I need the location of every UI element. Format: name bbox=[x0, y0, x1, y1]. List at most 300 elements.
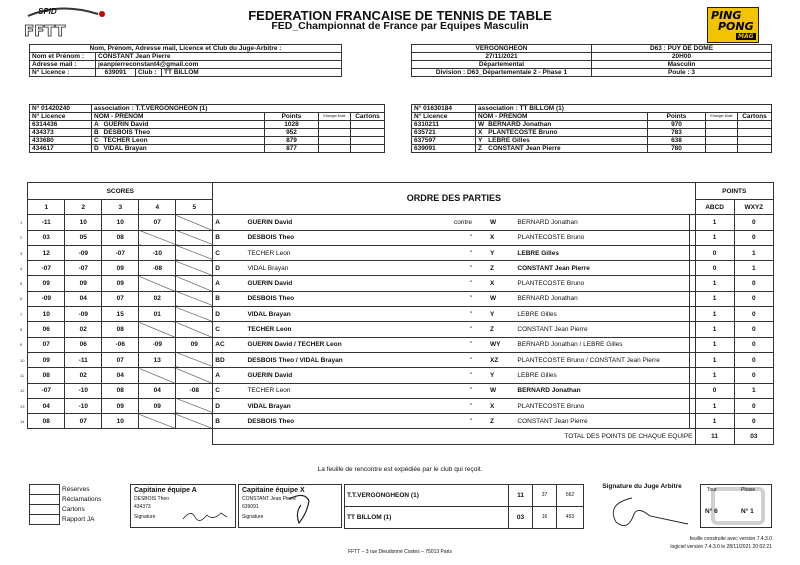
svg-text:FFTT: FFTT bbox=[24, 22, 66, 40]
result-wxyz: 0 bbox=[734, 215, 773, 230]
player-name: LEBRE Gilles bbox=[486, 137, 647, 145]
game-row bbox=[18, 261, 774, 276]
set-score[interactable]: -07 bbox=[102, 245, 139, 260]
set-score[interactable]: 07 bbox=[28, 337, 65, 352]
versus-label: " bbox=[409, 245, 474, 260]
game-row bbox=[18, 337, 774, 352]
pong-text: PONG bbox=[718, 20, 754, 33]
set-score[interactable] bbox=[176, 215, 213, 230]
team-a-letter: D bbox=[213, 398, 246, 413]
versus-label: " bbox=[409, 276, 474, 291]
set-score[interactable]: -09 bbox=[28, 291, 65, 306]
game-number: 1 bbox=[20, 219, 23, 225]
result-abcd: 1 bbox=[695, 291, 734, 306]
team-a-player: DESBOIS Theo bbox=[245, 230, 408, 245]
set-score[interactable]: 08 bbox=[28, 414, 65, 429]
versus-label: " bbox=[409, 352, 474, 367]
ja-signature bbox=[602, 492, 692, 532]
team-x-row bbox=[412, 145, 772, 153]
player-letter: D bbox=[92, 145, 102, 153]
fftt-address: FFTT – 3 rue Dieudonné Costes – 75013 Paris bbox=[348, 549, 452, 555]
team-x-player: BERNARD Jonathan bbox=[515, 215, 689, 230]
team-x-player: PLANTECOSTE Bruno bbox=[515, 276, 689, 291]
result-abcd: 1 bbox=[695, 352, 734, 367]
cartons-box[interactable] bbox=[30, 505, 60, 515]
set-score[interactable]: 04 bbox=[102, 368, 139, 383]
team-a-letter: A bbox=[213, 215, 246, 230]
set-score[interactable]: 08 bbox=[102, 322, 139, 337]
versus-label: " bbox=[409, 291, 474, 306]
versus-label: " bbox=[409, 322, 474, 337]
set-score[interactable]: -10 bbox=[65, 383, 102, 398]
set-score[interactable] bbox=[176, 261, 213, 276]
team-x-letter: X bbox=[474, 398, 507, 413]
set-score[interactable]: 13 bbox=[139, 352, 176, 367]
set-score[interactable] bbox=[139, 414, 176, 429]
captain-x-title: Capitaine équipe X bbox=[242, 487, 305, 494]
set-score[interactable]: 09 bbox=[176, 337, 213, 352]
set-score[interactable]: 04 bbox=[139, 383, 176, 398]
set-score[interactable]: 01 bbox=[139, 307, 176, 322]
set-score[interactable] bbox=[176, 352, 213, 367]
game-number: 9 bbox=[20, 342, 23, 348]
team-a-player: VIDAL Brayan bbox=[245, 307, 408, 322]
player-licence: 6310211 bbox=[412, 121, 476, 129]
set-score[interactable]: -10 bbox=[65, 398, 102, 413]
result-wxyz: 0 bbox=[734, 352, 773, 367]
team-a-letter: C bbox=[213, 322, 246, 337]
team-a-row bbox=[30, 121, 385, 129]
set-score[interactable]: 10 bbox=[28, 307, 65, 322]
ja-signature-label: Signature du Juge Arbitre bbox=[602, 483, 682, 490]
referee-heading: Nom, Prénom, Adresse mail, Licence et Club du Juge-Arbitre : bbox=[30, 45, 342, 53]
set-score[interactable]: -07 bbox=[28, 261, 65, 276]
player-name: CONSTANT Jean Pierre bbox=[486, 145, 647, 153]
team-x-letter: XZ bbox=[474, 352, 507, 367]
result-abcd: 1 bbox=[695, 230, 734, 245]
department: D63 : PUY DE DOME bbox=[592, 45, 772, 53]
set-score[interactable]: -10 bbox=[139, 245, 176, 260]
match-time: 20H00 bbox=[592, 53, 772, 61]
team-x-row bbox=[412, 137, 772, 145]
team-x-letter: WY bbox=[474, 337, 507, 352]
set-score[interactable]: -08 bbox=[139, 261, 176, 276]
team-a-letter: D bbox=[213, 307, 246, 322]
set-score[interactable]: 07 bbox=[139, 215, 176, 230]
email-label: Adresse mail : bbox=[30, 61, 96, 69]
set-score[interactable]: -09 bbox=[65, 245, 102, 260]
set-score[interactable] bbox=[176, 245, 213, 260]
captain-x-name: CONSTANT Jean Pierre bbox=[242, 496, 296, 502]
team-x-row bbox=[412, 129, 772, 137]
team-a-player: GUERIN David bbox=[245, 276, 408, 291]
versus-label: " bbox=[409, 230, 474, 245]
licence-label: N° Licence : bbox=[30, 69, 96, 77]
player-licence: 433680 bbox=[30, 137, 92, 145]
team-a-player: VIDAL Brayan bbox=[245, 261, 408, 276]
player-points: 638 bbox=[648, 137, 706, 145]
player-points: 877 bbox=[265, 145, 319, 153]
result-abcd: 1 bbox=[695, 322, 734, 337]
set-score[interactable]: -07 bbox=[28, 383, 65, 398]
total-label: TOTAL DES POINTS DE CHAQUE EQUIPE bbox=[213, 429, 695, 444]
set-header: 1 bbox=[28, 200, 65, 215]
division: Division : D63_Départementale 2 - Phase 1 bbox=[412, 69, 592, 77]
col-licence: N° Licence bbox=[30, 113, 92, 121]
team-x-player: CONSTANT Jean Pierre bbox=[515, 414, 689, 429]
versus-label: contre bbox=[409, 215, 474, 230]
team-x-letter: W bbox=[474, 291, 507, 306]
team-x-table bbox=[411, 104, 772, 153]
set-score[interactable]: 08 bbox=[28, 368, 65, 383]
team-x-letter: Y bbox=[474, 368, 507, 383]
player-letter: C bbox=[92, 137, 102, 145]
pool: Poule : 3 bbox=[592, 69, 772, 77]
spid-label: SPID bbox=[38, 7, 57, 16]
player-name: BERNARD Jonathan bbox=[486, 121, 647, 129]
game-row bbox=[18, 215, 774, 230]
captain-a-signature-label: Signature bbox=[134, 514, 156, 520]
result-abcd: 1 bbox=[695, 215, 734, 230]
total-a: 11 bbox=[695, 429, 734, 444]
team-a-letter: A bbox=[213, 276, 246, 291]
player-licence: 434373 bbox=[30, 129, 92, 137]
set-score[interactable]: 02 bbox=[65, 322, 102, 337]
result-wxyz: 0 bbox=[734, 322, 773, 337]
game-number: 14 bbox=[20, 418, 25, 424]
col-cards: Cartons bbox=[351, 113, 385, 121]
result-wxyz: 1 bbox=[734, 261, 773, 276]
scores-header: SCORES bbox=[28, 183, 213, 200]
set-score[interactable]: -09 bbox=[139, 337, 176, 352]
team-a-letter: B bbox=[213, 414, 246, 429]
set-score[interactable]: 08 bbox=[102, 230, 139, 245]
set-score[interactable]: 10 bbox=[65, 215, 102, 230]
set-score[interactable] bbox=[139, 230, 176, 245]
result-wxyz: 1 bbox=[734, 245, 773, 260]
team-x-letter: Z bbox=[474, 261, 507, 276]
game-number: 7 bbox=[20, 311, 23, 317]
team-x-letter: Y bbox=[474, 245, 507, 260]
versus-label: " bbox=[409, 368, 474, 383]
set-score[interactable] bbox=[139, 368, 176, 383]
reserves-label: Réserves bbox=[62, 486, 90, 493]
result-wxyz: 0 bbox=[734, 230, 773, 245]
team-a-player: DESBOIS Theo bbox=[245, 291, 408, 306]
team-x-letter: W bbox=[474, 383, 507, 398]
set-score[interactable]: 09 bbox=[139, 398, 176, 413]
team-x-player: BERNARD Jonathan bbox=[515, 383, 689, 398]
team-a-letter: D bbox=[213, 261, 246, 276]
game-row bbox=[18, 383, 774, 398]
team-a-table bbox=[29, 104, 385, 153]
games-table bbox=[18, 182, 774, 445]
col-points: Points bbox=[265, 113, 319, 121]
page-subtitle: FED_Championnat de France par Equipes Masculin bbox=[271, 20, 529, 32]
game-number: 5 bbox=[20, 281, 23, 287]
game-number: 12 bbox=[20, 388, 25, 394]
game-number: 6 bbox=[20, 296, 23, 302]
reserves-box[interactable] bbox=[30, 485, 60, 495]
team-x-player: LEBRE Gilles bbox=[515, 245, 689, 260]
set-score[interactable]: 04 bbox=[65, 291, 102, 306]
set-score[interactable]: 10 bbox=[102, 414, 139, 429]
player-letter: X bbox=[476, 129, 487, 137]
match-level: Départemental bbox=[412, 61, 592, 69]
name-label: Nom et Prénom : bbox=[30, 53, 96, 61]
result-team-x: TT BILLOM (1) bbox=[345, 507, 509, 529]
phase-label: Phase bbox=[741, 487, 756, 493]
game-row bbox=[18, 276, 774, 291]
set-header: 3 bbox=[102, 200, 139, 215]
reclamations-box[interactable] bbox=[30, 495, 60, 505]
result-wxyz: 0 bbox=[734, 398, 773, 413]
col-foreign: Etranger Muté bbox=[319, 113, 351, 121]
captain-x-licence: 639091 bbox=[242, 504, 259, 510]
captain-x-box bbox=[238, 484, 342, 528]
player-name: TECHER Leon bbox=[102, 137, 265, 145]
player-licence: 639091 bbox=[412, 145, 476, 153]
match-date: 27/11/2021 bbox=[412, 53, 592, 61]
set-score[interactable]: 07 bbox=[102, 352, 139, 367]
result-table bbox=[344, 484, 584, 529]
game-row bbox=[18, 291, 774, 306]
player-letter: B bbox=[92, 129, 102, 137]
set-score[interactable]: 12 bbox=[28, 245, 65, 260]
set-score[interactable] bbox=[176, 322, 213, 337]
player-name: PLANTECOSTE Bruno bbox=[486, 129, 647, 137]
set-header: 5 bbox=[176, 200, 213, 215]
set-score[interactable]: 02 bbox=[65, 368, 102, 383]
result-abcd: 1 bbox=[695, 414, 734, 429]
ping-text: PING bbox=[711, 9, 742, 22]
set-header: 4 bbox=[139, 200, 176, 215]
set-score[interactable] bbox=[176, 398, 213, 413]
team-a-player: DESBOIS Theo bbox=[245, 414, 408, 429]
set-score[interactable] bbox=[139, 276, 176, 291]
set-score[interactable]: 02 bbox=[139, 291, 176, 306]
set-score[interactable]: 06 bbox=[65, 337, 102, 352]
set-score[interactable]: 06 bbox=[28, 322, 65, 337]
versus-label: " bbox=[409, 307, 474, 322]
set-header: 2 bbox=[65, 200, 102, 215]
result-wxyz: 0 bbox=[734, 276, 773, 291]
game-number: 8 bbox=[20, 327, 23, 333]
set-score[interactable]: 08 bbox=[102, 383, 139, 398]
set-score[interactable]: -09 bbox=[65, 307, 102, 322]
team-a-letter: A bbox=[213, 368, 246, 383]
cartons-label: Cartons bbox=[62, 506, 85, 513]
team-a-row bbox=[30, 137, 385, 145]
player-points: 952 bbox=[265, 129, 319, 137]
team-a-letter: C bbox=[213, 245, 246, 260]
set-score[interactable]: 07 bbox=[65, 414, 102, 429]
set-score[interactable] bbox=[176, 307, 213, 322]
col-licence: N° Licence bbox=[412, 113, 476, 121]
team-a-association: association : T.T.VERGONGHEON (1) bbox=[92, 105, 385, 113]
result-team-x-balls: 453 bbox=[557, 507, 584, 529]
tour-phase-box bbox=[700, 484, 772, 528]
team-x-letter: X bbox=[474, 230, 507, 245]
result-abcd: 1 bbox=[695, 398, 734, 413]
result-abcd: 1 bbox=[695, 307, 734, 322]
game-number: 4 bbox=[20, 265, 23, 271]
team-a-row bbox=[30, 145, 385, 153]
team-a-letter: AC bbox=[213, 337, 246, 352]
team-x-player: CONSTANT Jean Pierre bbox=[515, 261, 689, 276]
set-score[interactable]: 04 bbox=[28, 398, 65, 413]
col-points: Points bbox=[648, 113, 706, 121]
dispatch-note: La feuille de rencontre est expédiée par le club qui reçoit. bbox=[317, 466, 483, 473]
abcd-header: ABCD bbox=[695, 200, 734, 215]
set-score[interactable]: -07 bbox=[65, 261, 102, 276]
team-a-player: GUERIN David bbox=[245, 215, 408, 230]
player-points: 879 bbox=[265, 137, 319, 145]
set-score[interactable]: 03 bbox=[28, 230, 65, 245]
player-points: 783 bbox=[648, 129, 706, 137]
col-cards: Cartons bbox=[738, 113, 772, 121]
team-x-letter: X bbox=[474, 276, 507, 291]
venue: VERGONGHEON bbox=[412, 45, 592, 53]
team-a-row bbox=[30, 129, 385, 137]
player-letter: Y bbox=[476, 137, 487, 145]
set-score[interactable]: 05 bbox=[65, 230, 102, 245]
page-title: FEDERATION FRANCAISE DE TENNIS DE TABLE bbox=[248, 8, 552, 23]
player-name: DESBOIS Theo bbox=[102, 129, 265, 137]
set-score[interactable]: 09 bbox=[102, 276, 139, 291]
result-abcd: 0 bbox=[695, 245, 734, 260]
captain-x-signature bbox=[285, 493, 315, 527]
team-a-player: TECHER Leon bbox=[245, 245, 408, 260]
col-name: NOM - PRENOM bbox=[92, 113, 265, 121]
team-x-letter: Z bbox=[474, 322, 507, 337]
set-score[interactable]: -11 bbox=[65, 352, 102, 367]
game-number: 10 bbox=[20, 357, 25, 363]
game-row bbox=[18, 414, 774, 429]
set-score[interactable]: -11 bbox=[28, 215, 65, 230]
player-letter: A bbox=[92, 121, 102, 129]
col-name: NOM - PRENOM bbox=[476, 113, 648, 121]
club-label: Club : bbox=[136, 69, 162, 77]
player-points: 970 bbox=[648, 121, 706, 129]
set-score[interactable] bbox=[176, 291, 213, 306]
captain-a-box bbox=[130, 484, 236, 528]
set-score[interactable]: -08 bbox=[176, 383, 213, 398]
team-x-player: PLANTECOSTE Bruno / CONSTANT Jean Pierre bbox=[515, 352, 689, 367]
result-wxyz: 0 bbox=[734, 414, 773, 429]
match-category: Masculin bbox=[592, 61, 772, 69]
team-a-player: DESBOIS Theo / VIDAL Brayan bbox=[245, 352, 408, 367]
team-x-player: LEBRE Gilles bbox=[515, 368, 689, 383]
set-score[interactable]: 15 bbox=[102, 307, 139, 322]
set-score[interactable]: -06 bbox=[102, 337, 139, 352]
result-team-a-points: 11 bbox=[509, 485, 533, 507]
team-a-player: VIDAL Brayan bbox=[245, 398, 408, 413]
result-abcd: 1 bbox=[695, 337, 734, 352]
set-score[interactable] bbox=[176, 414, 213, 429]
result-team-x-sets: 16 bbox=[533, 507, 557, 529]
result-wxyz: 0 bbox=[734, 307, 773, 322]
versus-label: " bbox=[409, 261, 474, 276]
referee-club: TT BILLOM bbox=[162, 69, 342, 77]
team-x-row bbox=[412, 121, 772, 129]
game-row bbox=[18, 398, 774, 413]
versus-label: " bbox=[409, 398, 474, 413]
team-x-player: BERNARD Jonathan / LEBRE Gilles bbox=[515, 337, 689, 352]
game-row bbox=[18, 322, 774, 337]
result-abcd: 1 bbox=[695, 368, 734, 383]
player-licence: 635721 bbox=[412, 129, 476, 137]
game-number: 2 bbox=[20, 235, 23, 241]
col-foreign: Etranger Mutè bbox=[706, 113, 738, 121]
team-x-association: association : TT BILLOM (1) bbox=[476, 105, 772, 113]
game-number: 3 bbox=[20, 250, 23, 256]
result-abcd: 0 bbox=[695, 383, 734, 398]
set-score[interactable]: 09 bbox=[28, 352, 65, 367]
set-score[interactable]: 09 bbox=[65, 276, 102, 291]
player-letter: Z bbox=[476, 145, 487, 153]
tour-label: Tour bbox=[707, 487, 717, 493]
reserves-table bbox=[29, 484, 127, 525]
set-score[interactable]: 09 bbox=[102, 261, 139, 276]
team-x-number: N° 01630184 bbox=[412, 105, 476, 113]
team-x-letter: W bbox=[474, 215, 507, 230]
team-a-letter: C bbox=[213, 383, 246, 398]
team-x-player: PLANTECOSTE Bruno bbox=[515, 230, 689, 245]
set-score[interactable] bbox=[176, 276, 213, 291]
reclamations-label: Réclamations bbox=[62, 496, 102, 503]
team-a-number: N° 01420240 bbox=[30, 105, 92, 113]
referee-licence: 639091 bbox=[96, 69, 136, 77]
set-score[interactable]: 07 bbox=[102, 291, 139, 306]
game-row bbox=[18, 307, 774, 322]
team-a-letter: B bbox=[213, 291, 246, 306]
set-score[interactable] bbox=[176, 368, 213, 383]
game-number: 11 bbox=[20, 372, 25, 378]
version-note-1: feuille construite avec version 7.4.3.0 bbox=[689, 536, 772, 542]
result-wxyz: 0 bbox=[734, 368, 773, 383]
result-wxyz: 0 bbox=[734, 337, 773, 352]
team-x-letter: Y bbox=[474, 307, 507, 322]
game-row bbox=[18, 368, 774, 383]
version-note-2: logiciel version 7.4.3.0 le 28/11/2021 20:02:21 bbox=[670, 544, 772, 550]
team-x-player: BERNARD Jonathan bbox=[515, 291, 689, 306]
referee-name: CONSTANT Jean Pierre bbox=[96, 53, 342, 61]
set-score[interactable]: 10 bbox=[102, 215, 139, 230]
set-score[interactable] bbox=[139, 322, 176, 337]
game-number: 13 bbox=[20, 403, 25, 409]
team-x-player: LEBRE Gilles bbox=[515, 307, 689, 322]
player-licence: 6314436 bbox=[30, 121, 92, 129]
mag-text: MAG bbox=[738, 33, 754, 40]
team-a-letter: B bbox=[213, 230, 246, 245]
player-name: GUERIN David bbox=[102, 121, 265, 129]
rapport-box[interactable] bbox=[30, 515, 60, 525]
result-team-x-points: 03 bbox=[509, 507, 533, 529]
tour-value: N° 6 bbox=[705, 508, 718, 515]
team-x-player: PLANTECOSTE Bruno bbox=[515, 398, 689, 413]
team-a-player: GUERIN David bbox=[245, 368, 408, 383]
set-score[interactable] bbox=[176, 230, 213, 245]
lock-icon bbox=[711, 487, 765, 525]
team-a-player: TECHER Leon bbox=[245, 383, 408, 398]
set-score[interactable]: 09 bbox=[102, 398, 139, 413]
referee-email: jeanpierreconstant4@gmail.com bbox=[96, 61, 342, 69]
ja-signature-box bbox=[586, 484, 698, 532]
result-team-a: T.T.VERGONGHEON (1) bbox=[345, 485, 509, 507]
set-score[interactable]: 09 bbox=[28, 276, 65, 291]
team-a-player: TECHER Leon bbox=[245, 322, 408, 337]
